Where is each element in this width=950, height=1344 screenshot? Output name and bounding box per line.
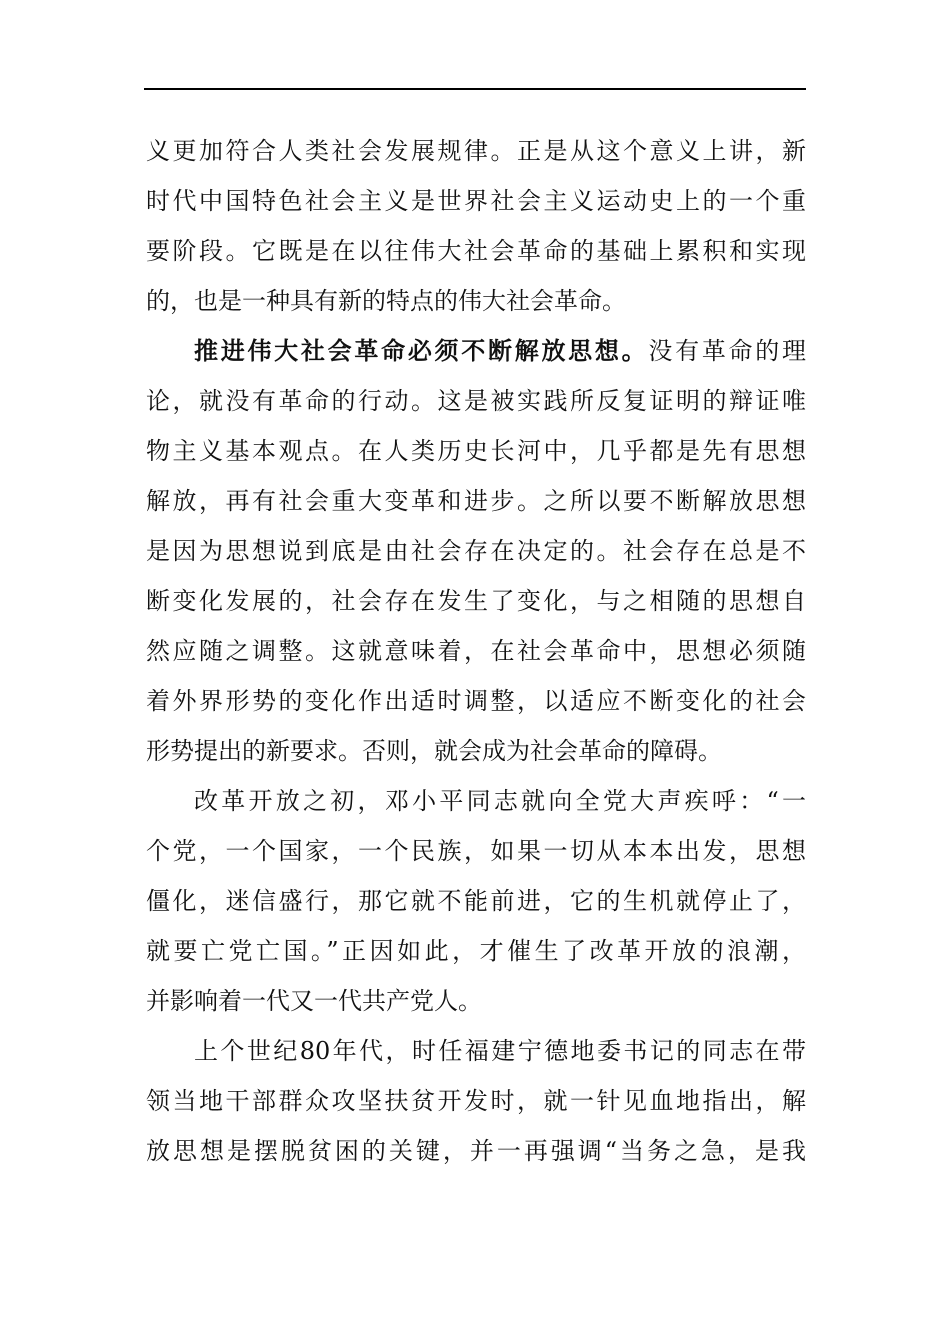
paragraph-2 xyxy=(146,326,806,776)
text-line: 的，也是一种具有新的特点的伟大社会革命。 xyxy=(146,287,626,315)
text-line-first xyxy=(146,326,806,376)
text-fragment: 没有革命的理 xyxy=(648,337,807,365)
paragraph-4 xyxy=(146,1026,806,1176)
text-line: 论，就没有革命的行动。这是被实践所反复证明的辩证唯 xyxy=(146,387,806,415)
text-line: 领当地干部群众攻坚扶贫开发时，就一针见血地指出，解 xyxy=(146,1087,806,1115)
document-body xyxy=(146,126,806,1176)
text-line: 义更加符合人类社会发展规律。正是从这个意义上讲，新 xyxy=(146,137,806,165)
text-line: 放思想是摆脱贫困的关键，并一再强调“当务之急，是我 xyxy=(146,1137,806,1165)
paragraph-1 xyxy=(146,126,806,326)
text-line: 物主义基本观点。在人类历史长河中，几乎都是先有思想 xyxy=(146,437,806,465)
text-line: 要阶段。它既是在以往伟大社会革命的基础上累积和实现 xyxy=(146,237,806,265)
text-line: 然应随之调整。这就意味着，在社会革命中，思想必须随 xyxy=(146,637,806,665)
text-line: 个党，一个国家，一个民族，如果一切从本本出发，思想 xyxy=(146,837,806,865)
header-rule xyxy=(144,88,806,90)
paragraph-3 xyxy=(146,776,806,1026)
bold-lead-sentence: 推进伟大社会革命必须不断解放思想。 xyxy=(194,336,649,365)
text-line: 断变化发展的，社会存在发生了变化，与之相随的思想自 xyxy=(146,587,806,615)
text-line: 时代中国特色社会主义是世界社会主义运动史上的一个重 xyxy=(146,187,806,215)
text-line: 僵化，迷信盛行，那它就不能前进，它的生机就停止了， xyxy=(146,887,806,915)
text-line: 解放，再有社会重大变革和进步。之所以要不断解放思想 xyxy=(146,487,806,515)
text-line: 着外界形势的变化作出适时调整，以适应不断变化的社会 xyxy=(146,687,806,715)
text-line-first: 上个世纪80年代，时任福建宁德地委书记的同志在带 xyxy=(194,1037,806,1065)
text-line: 是因为思想说到底是由社会存在决定的。社会存在总是不 xyxy=(146,537,806,565)
text-line: 形势提出的新要求。否则，就会成为社会革命的障碍。 xyxy=(146,737,722,765)
text-line: 就要亡党亡国。”正因如此，才催生了改革开放的浪潮， xyxy=(146,937,806,965)
text-line: 并影响着一代又一代共产党人。 xyxy=(146,987,482,1015)
text-line-first: 改革开放之初，邓小平同志就向全党大声疾呼：“一 xyxy=(194,787,806,815)
